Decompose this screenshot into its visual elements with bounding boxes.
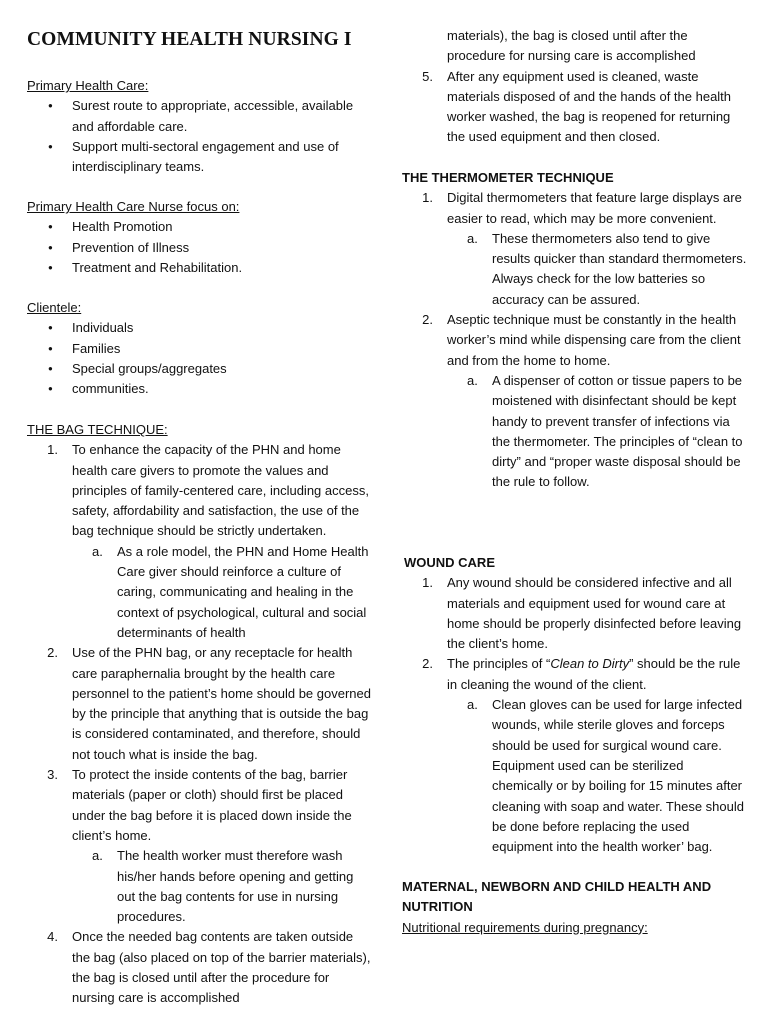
sub-list-item: [447, 229, 747, 310]
item-text: To protect the inside contents of the bag, barrier materials (paper or cloth) should first be placed under the bag before it is placed down inside the client’s home.: [72, 767, 352, 843]
item-text-after: ” should be the rule in cleaning the wound of the client.: [447, 656, 741, 692]
item-letter: a.: [92, 543, 103, 559]
list-item: [402, 26, 747, 67]
primary-health-care-heading: Primary Health Care:: [27, 78, 149, 93]
item-letter: a.: [467, 697, 478, 713]
sub-list: [72, 542, 372, 643]
sub-list: [447, 695, 747, 857]
sub-list-item: [447, 371, 747, 493]
item-number: 2.: [47, 645, 58, 661]
list-item: [402, 310, 747, 493]
list-item: ● Special groups/aggregates: [27, 359, 372, 379]
nurse-focus-list: [27, 217, 372, 278]
item-text: After any equipment used is cleaned, waste materials disposed of and the hands of the health worker washed, the bag is reopened for returning the used equipment and then closed.: [447, 68, 732, 145]
sub-list-item: [72, 542, 372, 643]
item-number: 4.: [47, 929, 58, 945]
thermometer-list: [402, 188, 747, 492]
list-item: [27, 643, 372, 765]
item-text-italic: Clean to Dirty: [550, 656, 630, 672]
item-text-before: The principles of “: [447, 656, 551, 672]
item-text: Clean gloves can be used for large infected wounds, while sterile gloves and forceps should be used for surgical wound care. Equipment used can be sterilized chemically or by boiling for 15 minutes after cleaning with soap and water. These should be done before replacing the used equipment into the health worker’ bag.: [492, 697, 744, 855]
mnch-heading: MATERNAL, NEWBORN AND CHILD HEALTH AND NUTRITION: [402, 879, 712, 915]
primary-health-care-list: [27, 96, 372, 177]
item-text: Aseptic technique must be constantly in the health worker’s mind while dispensing care from the client and from the home to home.: [447, 312, 741, 368]
list-item: ● Surest route to appropriate, accessible, available and affordable care.: [27, 96, 372, 137]
item-number: 2.: [422, 312, 433, 328]
item-text: Digital thermometers that feature large displays are easier to read, which may be more convenient.: [447, 190, 742, 226]
list-item: ● Families: [27, 339, 372, 359]
mnch-subheading: Nutritional requirements during pregnancy:: [402, 919, 648, 935]
list-item: [27, 927, 372, 1008]
list-item: ● Treatment and Rehabilitation.: [27, 258, 372, 278]
item-letter: a.: [467, 372, 478, 388]
bag-technique-heading: THE BAG TECHNIQUE:: [27, 422, 168, 437]
item-number: 1.: [422, 575, 433, 591]
list-item: [402, 67, 747, 148]
bag-technique-continued: [402, 26, 747, 148]
list-item: [27, 440, 372, 643]
wound-care-heading: WOUND CARE: [404, 555, 495, 570]
item-number: 1.: [47, 442, 58, 458]
mnch-section: [402, 877, 747, 938]
item-number: 5.: [422, 68, 433, 84]
bag-technique-list: [27, 440, 372, 1008]
sub-list: [447, 371, 747, 493]
item-text: Any wound should be considered infective and all materials and equipment used for wound care at home should be properly disinfected before leaving the client’s home.: [447, 575, 742, 652]
thermometer-heading: THE THERMOMETER TECHNIQUE: [402, 170, 614, 185]
item-number: 1.: [422, 190, 433, 206]
thermometer-section: [402, 168, 747, 493]
item-number: 3.: [47, 767, 58, 783]
sub-list-item: [72, 846, 372, 927]
clientele-section: [27, 298, 372, 399]
item-text: As a role model, the PHN and Home Health Care giver should reinforce a culture of caring, communicating and healing in the context of psychological, cultural and social determinants of health: [117, 543, 369, 640]
item-text: Once the needed bag contents are taken outside the bag (also placed on top of the barrier materials), the bag is closed until after the procedure for nursing care is accomplished: [72, 929, 371, 1006]
primary-health-care-section: [27, 76, 372, 177]
item-text: To enhance the capacity of the PHN and home health care givers to promote the values and principles of family-centered care, including access, safety, affordability and satisfaction, the use of the bag technique should be strictly undertaken.: [72, 442, 369, 539]
item-text: The health worker must therefore wash his/her hands before opening and getting out the bag contents for use in nursing procedures.: [117, 848, 354, 925]
item-text: materials), the bag is closed until after the procedure for nursing care is accomplished: [447, 28, 696, 64]
clientele-heading: Clientele:: [27, 300, 82, 315]
sub-list: [72, 846, 372, 927]
list-item: ● Individuals: [27, 318, 372, 338]
item-text: Use of the PHN bag, or any receptacle for health care paraphernalia brought by the health care personnel to the patient’s home should be governed by the principle that anything that is outside the bag is considered contaminated, and therefore, should not touch what is inside the bag.: [72, 645, 371, 762]
bag-technique-section: [27, 420, 372, 1009]
list-item: ● Health Promotion: [27, 217, 372, 237]
nurse-focus-heading: Primary Health Care Nurse focus on:: [27, 199, 240, 214]
list-item: [27, 765, 372, 927]
sub-list-item: [447, 695, 747, 857]
wound-care-list: [402, 573, 747, 857]
item-text: These thermometers also tend to give results quicker than standard thermometers. Always check for the low batteries so accuracy can be assured.: [492, 230, 747, 307]
item-text: A dispenser of cotton or tissue papers to be moistened with disinfectant should be kept handy to prevent transfer of infections via the thermometer. The principles of “clean to dirty” and “proper waste disposal should be the rule to follow.: [492, 372, 743, 490]
list-item: ● Support multi-sectoral engagement and use of interdisciplinary teams.: [27, 137, 372, 178]
page-title: COMMUNITY HEALTH NURSING I: [27, 29, 352, 50]
item-letter: a.: [92, 848, 103, 864]
list-item: [402, 188, 747, 310]
item-number: 2.: [422, 656, 433, 672]
list-item: [402, 654, 747, 857]
sub-list: [447, 229, 747, 310]
clientele-list: [27, 318, 372, 399]
list-item: ● communities.: [27, 379, 372, 399]
list-item: ● Prevention of Illness: [27, 238, 372, 258]
wound-care-section: [402, 553, 747, 857]
list-item: [402, 573, 747, 654]
item-letter: a.: [467, 230, 478, 246]
nurse-focus-section: [27, 197, 372, 278]
bag-technique-list-continued: [402, 26, 747, 148]
